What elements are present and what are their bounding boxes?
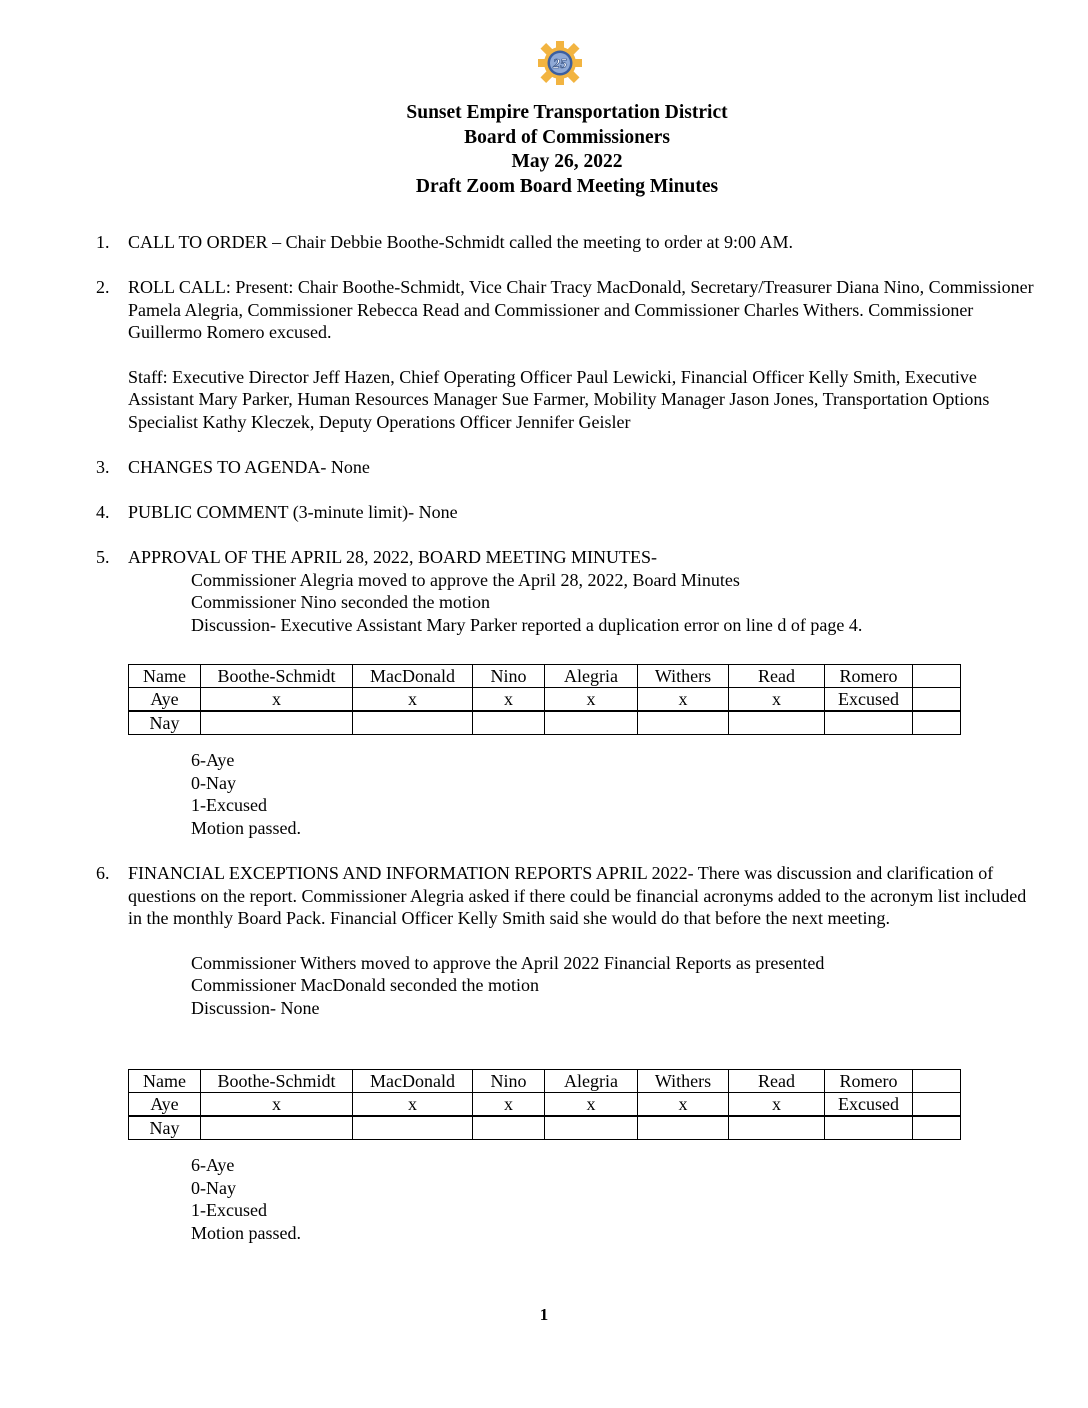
agenda-item-3	[96, 456, 1036, 479]
vote-cell: Name	[129, 665, 201, 688]
motion-result: Motion passed.	[191, 817, 301, 838]
vote-cell: x	[201, 688, 353, 712]
vote-cell	[729, 711, 825, 735]
item-number: 2.	[96, 277, 110, 297]
vote-cell	[473, 1116, 545, 1140]
vote-cell	[638, 1116, 729, 1140]
vote-aye-row	[129, 688, 961, 712]
vote-cell	[201, 1116, 353, 1140]
vote-cell: x	[638, 688, 729, 712]
vote-cell	[825, 711, 913, 735]
page-number: 1	[539, 1305, 549, 1324]
staff-list: Staff: Executive Director Jeff Hazen, Chief Operating Officer Paul Lewicki, Financial Officer Kelly Smith, Executive Assistant Mary Parker, Human Resources Manager Sue Farmer, Mobility Manager Jason Jones, Transportation Options Specialist Kathy Kleczek, Deputy Operations Officer Jennifer Geisler	[128, 366, 990, 432]
vote-cell: x	[473, 1093, 545, 1117]
vote-cell: Nino	[473, 665, 545, 688]
motion-result: Motion passed.	[191, 1222, 301, 1243]
vote-cell: x	[729, 688, 825, 712]
excused-count: 1-Excused	[191, 1200, 267, 1220]
discussion-text: Discussion- Executive Assistant Mary Parker reported a duplication error on line d of page 4.	[191, 614, 863, 635]
vote-cell: MacDonald	[353, 665, 473, 688]
vote-cell: Excused	[825, 1093, 913, 1117]
vote-cell	[545, 1116, 638, 1140]
vote-table-financial-reports	[128, 1069, 961, 1140]
vote-cell: Name	[129, 1070, 201, 1093]
vote-cell	[913, 1116, 961, 1140]
vote-cell: x	[353, 688, 473, 712]
aye-count: 6-Aye	[191, 1155, 235, 1175]
item-text: CHANGES TO AGENDA- None	[128, 457, 370, 477]
agenda-item-4	[96, 501, 1036, 524]
meeting-date: May 26, 2022	[511, 151, 623, 172]
vote-cell	[353, 711, 473, 735]
vote-cell	[201, 711, 353, 735]
vote-cell	[913, 1070, 961, 1093]
item-number: 3.	[96, 457, 110, 477]
document-title: Draft Zoom Board Meeting Minutes	[415, 175, 719, 197]
vote-cell: Read	[729, 665, 825, 688]
vote-cell: Alegria	[545, 665, 638, 688]
vote-cell: x	[545, 688, 638, 712]
board-name: Board of Commissioners	[464, 126, 670, 148]
vote-cell	[473, 711, 545, 735]
vote-cell: Nino	[473, 1070, 545, 1093]
vote-cell: x	[353, 1093, 473, 1117]
item-number: 1.	[96, 232, 110, 252]
vote-cell: x	[545, 1093, 638, 1117]
vote-cell	[913, 688, 961, 712]
agenda-item-1	[96, 231, 1036, 254]
nay-count: 0-Nay	[191, 772, 236, 793]
vote-cell	[729, 1116, 825, 1140]
vote-cell	[825, 1116, 913, 1140]
vote-cell: x	[638, 1093, 729, 1117]
item-text: APPROVAL OF THE APRIL 28, 2022, BOARD MEETING MINUTES-	[128, 547, 658, 567]
second-text: Commissioner MacDonald seconded the motion	[191, 975, 539, 995]
vote-cell: x	[729, 1093, 825, 1117]
svg-text:25: 25	[553, 57, 567, 72]
vote-cell: Read	[729, 1070, 825, 1093]
vote-cell	[913, 1093, 961, 1117]
vote-cell: Aye	[129, 688, 201, 712]
vote-cell	[353, 1116, 473, 1140]
vote-cell: Boothe-Schmidt	[201, 665, 353, 688]
vote-cell: Withers	[638, 1070, 729, 1093]
vote-tally-financial-reports	[191, 1154, 301, 1244]
motion-text: Commissioner Alegria moved to approve the April 28, 2022, Board Minutes	[191, 569, 740, 590]
item-number: 4.	[96, 502, 110, 522]
vote-cell: Excused	[825, 688, 913, 712]
district-logo	[537, 40, 583, 86]
organization-name: Sunset Empire Transportation District	[406, 102, 728, 123]
document-header	[0, 101, 1088, 199]
second-text: Commissioner Nino seconded the motion	[191, 592, 490, 612]
vote-cell: Alegria	[545, 1070, 638, 1093]
vote-cell: x	[201, 1093, 353, 1117]
vote-nay-row	[129, 711, 961, 735]
vote-cell: Boothe-Schmidt	[201, 1070, 353, 1093]
vote-cell	[913, 665, 961, 688]
agenda-item-6	[96, 862, 1036, 1019]
vote-header-row	[129, 665, 961, 688]
item-text: CALL TO ORDER – Chair Debbie Boothe-Schmidt called the meeting to order at 9:00 AM.	[128, 232, 794, 252]
vote-cell: Romero	[825, 1070, 913, 1093]
discussion-text: Discussion- None	[191, 997, 320, 1018]
vote-cell	[913, 711, 961, 735]
vote-aye-row	[129, 1093, 961, 1117]
item-text: PUBLIC COMMENT (3-minute limit)- None	[128, 502, 458, 522]
vote-cell: Nay	[129, 711, 201, 735]
vote-cell: Nay	[129, 1116, 201, 1140]
vote-header-row	[129, 1070, 961, 1093]
item-number: 5.	[96, 547, 110, 567]
aye-count: 6-Aye	[191, 750, 235, 770]
agenda-item-2	[96, 276, 1036, 433]
item-number: 6.	[96, 863, 110, 883]
vote-cell	[638, 711, 729, 735]
vote-cell: MacDonald	[353, 1070, 473, 1093]
item-text: FINANCIAL EXCEPTIONS AND INFORMATION REPORTS APRIL 2022- There was discussion and clarification of questions on the report. Commissioner Alegria asked if there could be financial acronyms added to the acronym list included in the monthly Board Pack. Financial Officer Kelly Smith said she would do that before the next meeting.	[128, 863, 1027, 928]
vote-nay-row	[129, 1116, 961, 1140]
roll-call-text: ROLL CALL: Present: Chair Boothe-Schmidt, Vice Chair Tracy MacDonald, Secretary/Treasurer Diana Nino, Commissioner Pamela Alegria, Commissioner Rebecca Read and Commissioner and Commissioner Charles Withers. Commissioner Guillermo Romero excused.	[128, 277, 1034, 342]
gear-25-logo-icon	[537, 40, 583, 86]
vote-tally-minutes	[191, 749, 301, 839]
motion-text: Commissioner Withers moved to approve the April 2022 Financial Reports as presented	[191, 952, 825, 973]
excused-count: 1-Excused	[191, 795, 267, 815]
vote-cell: Withers	[638, 665, 729, 688]
nay-count: 0-Nay	[191, 1177, 236, 1198]
vote-table-minutes	[128, 664, 961, 735]
vote-cell: x	[473, 688, 545, 712]
vote-cell: Aye	[129, 1093, 201, 1117]
agenda-item-5	[96, 546, 1036, 636]
vote-cell	[545, 711, 638, 735]
vote-cell: Romero	[825, 665, 913, 688]
